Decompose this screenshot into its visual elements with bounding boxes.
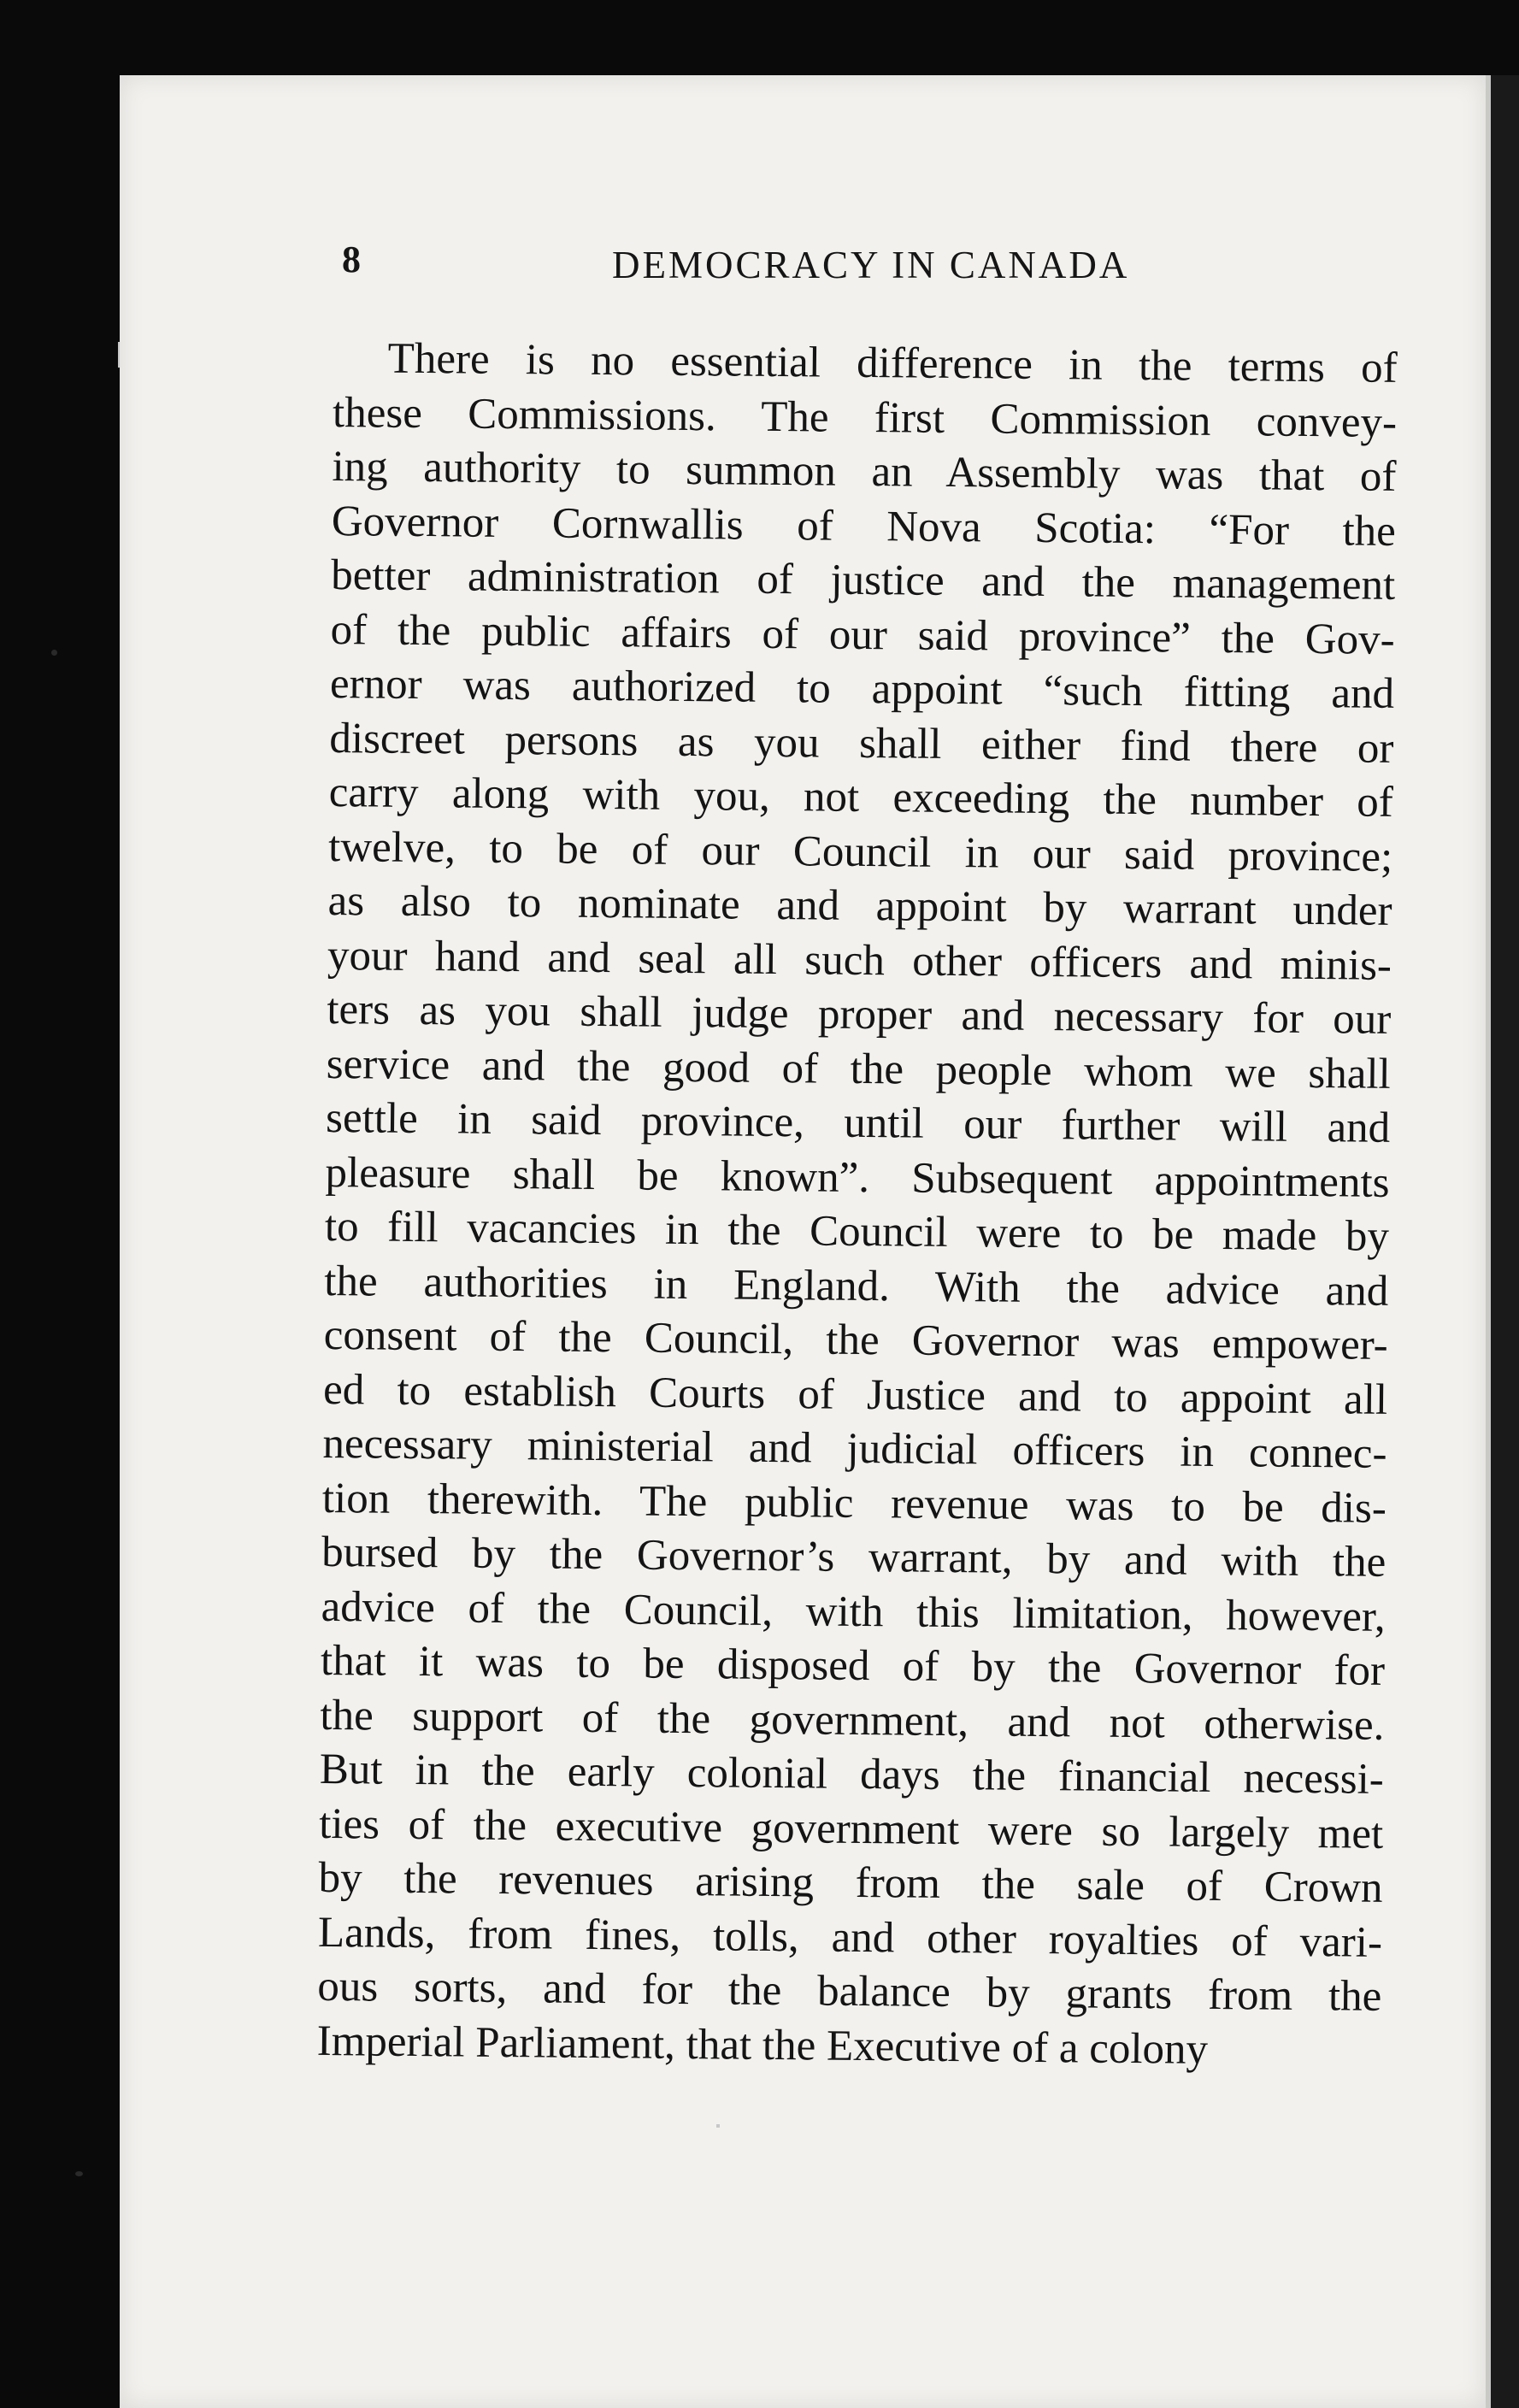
text-line: Imperial Parliament, that the Executive of a colony (316, 2016, 1209, 2074)
text-line: discreet persons as you shall either find there or (329, 714, 1394, 773)
text-line: tion therewith. The public revenue was to be dis- (321, 1474, 1387, 1533)
page-header (342, 238, 1402, 297)
text-line: as also to nominate and appoint by warrant under (327, 876, 1392, 935)
text-line: settle in said province, until our further will and (325, 1093, 1391, 1152)
text-line: ters as you shall judge proper and necessary for our (327, 985, 1392, 1044)
scan-speck (75, 2171, 83, 2176)
text-line: that it was to be disposed of by the Governor for (320, 1636, 1386, 1695)
text-line: advice of the Council, with this limitation, however, (321, 1582, 1386, 1641)
text-line: ous sorts, and for the balance by grants from the (317, 1962, 1382, 2021)
text-line: these Commissions. The first Commission convey- (332, 388, 1398, 447)
text-line: Lands, from fines, tolls, and other royalties of vari- (317, 1908, 1383, 1967)
text-line: Governor Cornwallis of Nova Scotia: “For the (331, 497, 1397, 556)
text-line: to fill vacancies in the Council were to be made by (324, 1202, 1390, 1261)
scan-speck (51, 650, 57, 656)
page-edge-shadow (1491, 75, 1519, 2408)
text-line: carry along with you, not exceeding the number of (328, 768, 1394, 827)
text-line: necessary ministerial and judicial officers in connec- (322, 1419, 1387, 1478)
margin-mark (118, 342, 120, 368)
page-number: 8 (342, 238, 361, 280)
text-line: ties of the executive government were so largely met (318, 1799, 1384, 1858)
text-line: twelve, to be of our Council in our said province; (327, 822, 1393, 881)
text-line: pleasure shall be known”. Subsequent appointments (325, 1148, 1390, 1207)
text-line: by the revenues arising from the sale of Crown (318, 1853, 1383, 1912)
text-line: your hand and seal all such other officers and minis- (327, 931, 1392, 990)
margin-mark (716, 2124, 720, 2128)
text-line: ing authority to summon an Assembly was that of (332, 442, 1397, 501)
running-title: DEMOCRACY IN CANADA (612, 244, 1130, 286)
text-line: the support of the government, and not otherwise. (320, 1691, 1385, 1750)
body-paragraph (316, 332, 1397, 2079)
text-line: consent of the Council, the Governor was empower- (323, 1310, 1388, 1369)
text-line: ernor was authorized to appoint “such fitting and (329, 659, 1395, 718)
text-line: But in the early colonial days the financial necessi- (319, 1745, 1385, 1804)
text-line: bursed by the Governor’s warrant, by and with the (321, 1528, 1387, 1587)
text-line: of the public affairs of our said province” the Gov- (330, 605, 1395, 664)
text-line: better administration of justice and the management (330, 550, 1396, 609)
text-line: ed to establish Courts of Justice and to appoint all (322, 1365, 1388, 1424)
text-line: service and the good of the people whom we shall (326, 1039, 1391, 1098)
text-line: the authorities in England. With the advice and (324, 1257, 1389, 1316)
text-line: There is no essential difference in the terms of (387, 334, 1398, 392)
